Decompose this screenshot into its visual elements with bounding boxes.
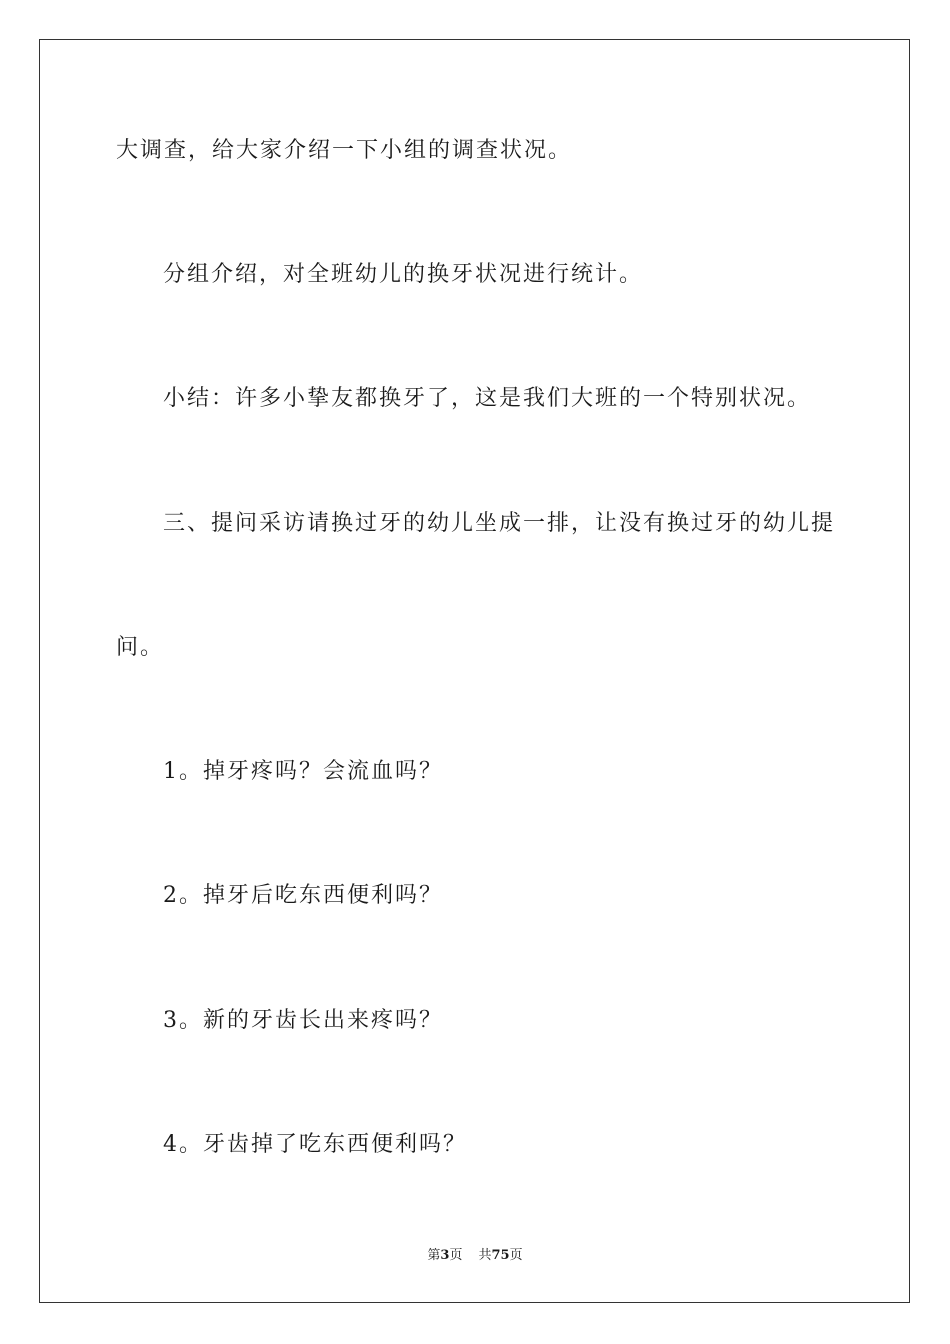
question-item: 2。掉牙后吃东西便利吗？ <box>163 883 443 908</box>
question-item: 4。牙齿掉了吃东西便利吗？ <box>163 1132 467 1157</box>
footer-total-suffix: 页 <box>509 1248 523 1263</box>
question-item: 1。掉牙疼吗？会流血吗？ <box>163 759 443 784</box>
footer-total-prefix: 共 <box>478 1248 492 1263</box>
paragraph-group-intro: 分组介绍，对全班幼儿的换牙状况进行统计。 <box>163 262 644 287</box>
page-border <box>39 39 910 1303</box>
paragraph-section-three-end: 问。 <box>116 635 165 660</box>
footer-page-suffix: 页 <box>449 1248 463 1263</box>
footer-page-number: 3 <box>440 1248 450 1263</box>
question-item: 3。新的牙齿长出来疼吗？ <box>163 1008 443 1033</box>
paragraph-section-three: 三、提问采访请换过牙的幼儿坐成一排，让没有换过牙的幼儿提 <box>163 511 836 536</box>
page-footer <box>0 1247 950 1265</box>
paragraph-summary: 小结：许多小挚友都换牙了，这是我们大班的一个特别状况。 <box>163 386 812 411</box>
footer-total-pages: 75 <box>491 1248 510 1263</box>
paragraph-continuation: 大调查，给大家介绍一下小组的调查状况。 <box>116 138 573 163</box>
footer-page-prefix: 第 <box>427 1248 441 1263</box>
